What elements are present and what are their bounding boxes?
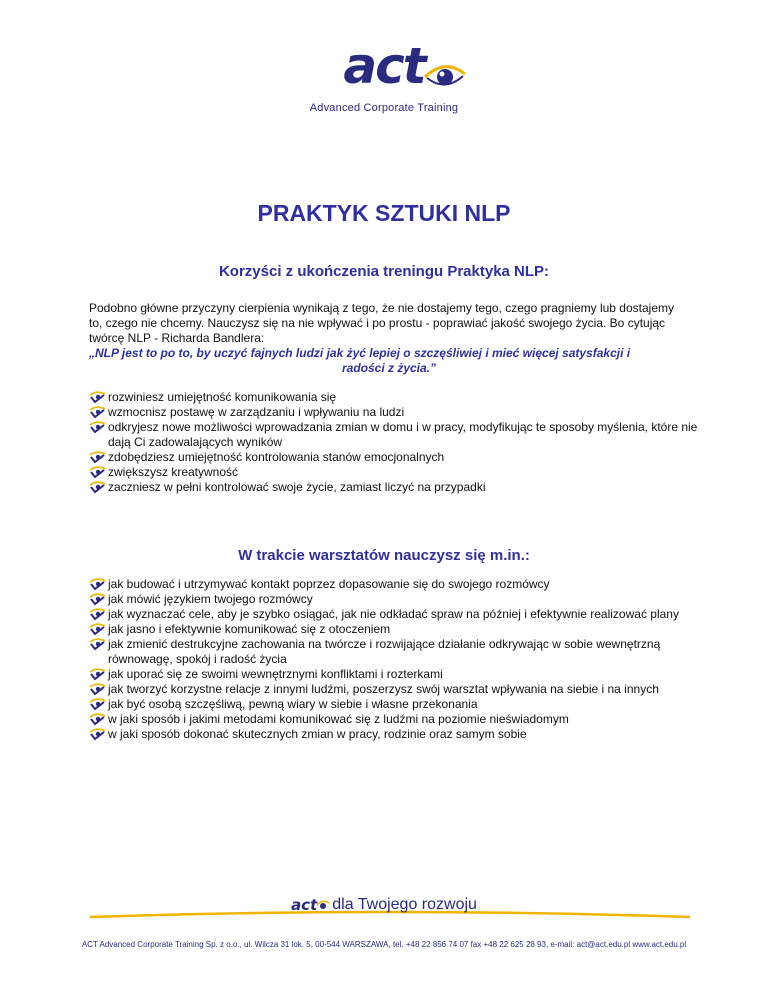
eye-check-icon [89,421,106,434]
eye-check-icon [89,593,106,606]
list-item-text: jak mówić językiem twojego rozmówcy [108,592,313,606]
list-item-text: rozwiniesz umiejętność komunikowania się [108,390,337,404]
eye-check-icon [89,728,106,741]
list-item [89,637,704,667]
list-item [89,667,704,682]
benefits-list [89,390,704,495]
eye-check-icon [89,713,106,726]
intro-paragraph: Podobno główne przyczyny cierpienia wynikają z tego, że nie dostajemy tego, czego pragniemy lub dostajemy to, czego nie chcemy. Nauczysz się na nie wpływać i po prostu - poprawiać jakość swojego życia. Bo cytując twórcę NLP - Richarda Bandlera: [89,301,674,345]
list-item [89,420,704,450]
list-item-text: jak tworzyć korzystne relacje z innymi ludźmi, poszerzysz swój warsztat wpływania na siebie i na innych [108,682,659,696]
list-item-text: jak zmienić destrukcyjne zachowania na twórcze i rozwijające działanie odkrywając w sobie wewnętrzną równowagę, spokój i radość życia [108,637,661,666]
list-item-text: jak uporać się ze swoimi wewnętrznymi konfliktami i rozterkami [108,667,443,681]
list-item [89,450,704,465]
list-item [89,727,704,742]
list-item [89,592,704,607]
list-item-text: jak być osobą szczęśliwą, pewną wiary w siebie i własne przekonania [108,697,478,711]
list-item-text: jak budować i utrzymywać kontakt poprzez dopasowanie się do swojego rozmówcy [108,577,550,591]
eye-check-icon [89,451,106,464]
list-item-text: wzmocnisz postawę w zarządzaniu i wpływaniu na ludzi [108,405,405,419]
workshop-list [89,577,704,742]
quote-line-1: „NLP jest to po to, by uczyć fajnych ludzi jak żyć lepiej o szczęśliwiej i mieć więcej satysfakcji i [89,346,631,360]
eye-check-icon [89,668,106,681]
list-item-text: odkryjesz nowe możliwości wprowadzania zmian w domu i w pracy, modyfikując te sposoby myślenia, które nie dają Ci zadowalających wyników [108,420,698,449]
eye-icon [316,899,330,911]
page-title: PRAKTYK SZTUKI NLP [257,200,511,226]
list-item [89,607,704,622]
eye-check-icon [89,683,106,696]
list-item-text: zdobędziesz umiejętność kontrolowania stanów emocjonalnych [108,450,445,464]
eye-check-icon [89,406,106,419]
eye-check-icon [89,638,106,651]
eye-check-icon [89,698,106,711]
list-item [89,390,704,405]
workshop-heading: W trakcie warsztatów nauczysz się m.in.: [238,547,530,564]
eye-check-icon [89,481,106,494]
list-item-text: w jaki sposób i jakimi metodami komunikować się z ludźmi na poziomie nieświadomym [108,712,569,726]
list-item-text: w jaki sposób dokonać skutecznych zmian w pracy, rodzinie oraz samym sobie [108,727,527,741]
list-item [89,697,704,712]
benefits-heading: Korzyści z ukończenia treningu Praktyka NLP: [218,263,550,280]
footer-tagline: dla Twojego rozwoju [332,896,477,913]
list-item-text: zaczniesz w pełni kontrolować swoje życie, zamiast liczyć na przypadki [108,480,486,494]
footer-contact: ACT Advanced Corporate Training Sp. z o.o., ul. Wilcza 31 lok. 5, 00-544 WARSZAWA, tel. +48 22 856 74 07 fax +48 22 625 28 93, e-mail: act@act.edu.pl www.act.edu.pl [81,940,687,949]
list-item [89,405,704,420]
list-item [89,682,704,697]
eye-check-icon [89,578,106,591]
logo-act-text: act [343,37,425,95]
act-logo [0,37,768,114]
list-item-text: jak wyznaczać cele, aby je szybko osiągać, jak nie odkładać spraw na później i efektywnie realizować plany [108,607,679,621]
footer-logo [0,896,768,914]
eye-check-icon [89,608,106,621]
list-item [89,622,704,637]
eye-icon [423,60,467,92]
list-item [89,480,704,495]
list-item [89,465,704,480]
logo-wordmark [343,37,425,95]
eye-check-icon [89,466,106,479]
eye-check-icon [89,623,106,636]
logo-subtitle: Advanced Corporate Training [309,102,459,114]
bandler-quote [89,346,689,376]
eye-check-icon [89,391,106,404]
list-item [89,712,704,727]
footer-logo-act: act [291,896,318,914]
list-item-text: jak jasno i efektywnie komunikować się z otoczeniem [108,622,391,636]
quote-line-2: radości z życia.” [341,361,437,375]
list-item [89,577,704,592]
list-item-text: zwiększysz kreatywność [108,465,239,479]
